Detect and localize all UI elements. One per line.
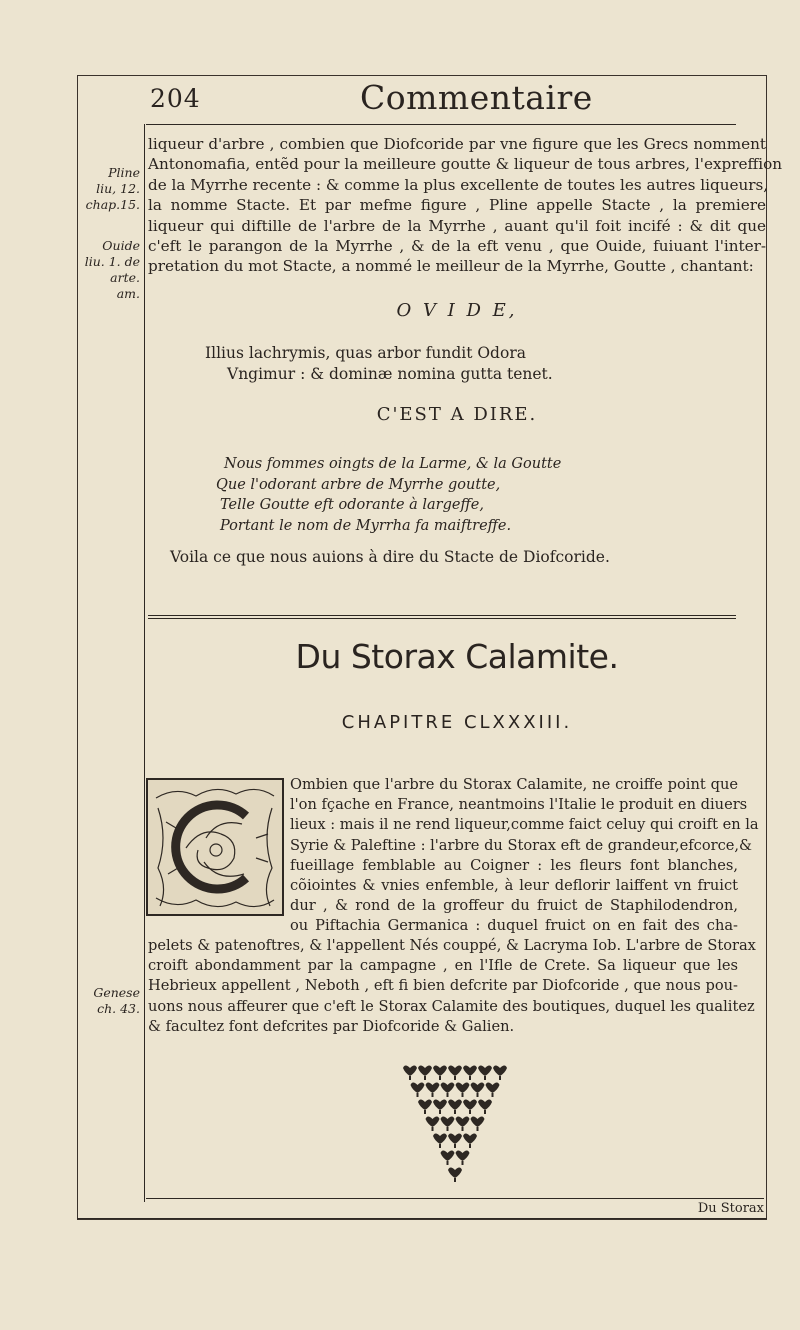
text-line: la nomme Stacte. Et par mefme figure , Pline appelle Stacte , la premiere <box>148 196 766 215</box>
text-line: de la Myrrhe recente : & comme la plus excellente de toutes les autres liqueurs, <box>148 175 769 194</box>
ornamental-initial-c-icon <box>146 778 284 916</box>
fleuron-mark <box>448 1168 462 1183</box>
fleuron-mark <box>411 1083 425 1098</box>
margin-line: Pline <box>108 165 140 180</box>
margin-line: am. <box>116 286 140 301</box>
fleuron-mark <box>441 1151 455 1166</box>
fleuron-mark <box>403 1066 417 1081</box>
fleuron-mark <box>456 1083 470 1098</box>
cest-a-dire-heading: C'EST A DIRE. <box>376 404 538 425</box>
latin-verse <box>205 343 553 385</box>
text-line: fueillage femblable au Coigner : les fleurs font blanches, <box>290 856 738 874</box>
margin-line: chap.15. <box>85 197 140 212</box>
section-title: Du Storax Calamite. <box>295 637 619 676</box>
margin-note-genese <box>80 985 140 1017</box>
text-line: lieux : mais il ne rend liqueur,comme faict celuy qui croift en la <box>290 816 759 834</box>
fleuron-mark <box>448 1100 462 1115</box>
fleuron-mark <box>471 1117 485 1132</box>
text-line: dur , & rond de la groffeur du fruict de Staphilodendron, <box>290 897 738 915</box>
closing-line: Voila ce que nous auions à dire du Stacte de Diofcoride. <box>170 548 610 566</box>
fleuron-mark <box>471 1083 485 1098</box>
text-line: pelets & patenoftres, & l'appellent Nés couppé, & Lacryma Iob. L'arbre de Storax <box>148 937 756 954</box>
fleuron-mark <box>433 1100 447 1115</box>
text-line: Antonomafia, entẽd pour la meilleure goutte & liqueur de tous arbres, l'expreffion <box>148 155 783 174</box>
paragraph-storax-bottom <box>148 936 756 1037</box>
french-verse <box>210 454 561 536</box>
text-line: liqueur d'arbre , combien que Diofcoride par vne figure que les Grecs nomment <box>148 135 766 153</box>
fleuron-mark <box>426 1117 440 1132</box>
paragraph-stacte <box>148 134 783 277</box>
fleuron-mark <box>418 1066 432 1081</box>
margin-line: liu, 12. <box>96 181 140 196</box>
fleuron-mark <box>433 1134 447 1149</box>
text-line: liqueur qui diftille de l'arbre de la Myrrhe , auant qu'il foit incifé : & dit que <box>148 216 766 235</box>
fleuron-mark <box>463 1100 477 1115</box>
margin-line: arte. <box>110 270 140 285</box>
fleuron-mark <box>456 1117 470 1132</box>
catchword: Du Storax <box>697 1201 764 1216</box>
text-line: cõiointes & vnies enfemble, à leur deflorir laiffent vn fruict <box>290 877 738 895</box>
running-title: Commentaire <box>360 78 593 117</box>
fleuron-mark <box>478 1066 492 1081</box>
fleuron-mark <box>478 1100 492 1115</box>
footer-rule <box>146 1198 764 1199</box>
fleuron-mark <box>418 1100 432 1115</box>
text-line: Ombien que l'arbre du Storax Calamite, ne croiffe point que <box>290 776 738 793</box>
fleuron-mark <box>463 1134 477 1149</box>
verse-line: Illius lachrymis, quas arbor fundit Odora <box>205 344 526 362</box>
chapter-title: CHAPITRE CLXXXIII. <box>341 712 573 733</box>
text-line: croift abondamment par la campagne , en l'Ifle de Crete. Sa liqueur que les <box>148 957 738 975</box>
margin-line: Genese <box>93 985 140 1000</box>
fleuron-mark <box>441 1117 455 1132</box>
fleuron-mark <box>426 1083 440 1098</box>
section-divider <box>148 615 736 620</box>
margin-rule <box>144 124 145 1202</box>
header-rule <box>146 124 736 125</box>
margin-note-pline <box>80 165 140 213</box>
margin-line: liu. 1. de <box>84 254 140 269</box>
verse-line: Portant le nom de Myrrha fa maiftreffe. <box>220 517 512 534</box>
fleuron-mark <box>456 1151 470 1166</box>
text-line: uons nous affeurer que c'eft le Storax Calamite des boutiques, duquel les qualitez <box>148 997 755 1015</box>
fleuron-tailpiece-icon <box>395 1060 515 1194</box>
fleuron-mark <box>448 1066 462 1081</box>
fleuron-mark <box>486 1083 500 1098</box>
fleuron-mark <box>448 1134 462 1149</box>
bottom-rule <box>77 1218 767 1219</box>
margin-note-ouide <box>80 238 140 302</box>
text-line: pretation du mot Stacte, a nommé le meilleur de la Myrrhe, Goutte , chantant: <box>148 257 754 276</box>
text-line: & facultez font defcrites par Diofcoride & Galien. <box>148 1017 515 1035</box>
text-line: c'eft le parangon de la Myrrhe , & de la eft venu , que Ouide, fuiuant l'inter- <box>148 237 766 256</box>
fleuron-mark <box>441 1083 455 1098</box>
page-number: 204 <box>150 84 201 113</box>
verse-line: Nous fommes oingts de la Larme, & la Goutte <box>224 456 562 472</box>
fleuron-mark <box>463 1066 477 1081</box>
text-line: ou Piftachia Germanica : duquel fruict on en fait des cha- <box>290 917 738 935</box>
verse-line: Telle Goutte eft odorante à largeffe, <box>220 497 484 513</box>
fleuron-mark <box>433 1066 447 1081</box>
ovide-heading: O V I D E, <box>396 300 518 321</box>
text-line: Syrie & Paleftine : l'arbre du Storax eft de grandeur,efcorce,& <box>290 836 753 854</box>
margin-line: Ouide <box>102 238 140 253</box>
verse-line: Vngimur : & dominæ nomina gutta tenet. <box>227 365 553 383</box>
paragraph-storax-top <box>290 775 759 937</box>
fleuron-mark <box>493 1066 507 1081</box>
text-line: l'on fçache en France, neantmoins l'Italie le produit en diuers <box>290 796 748 814</box>
text-line: Hebrieux appellent , Neboth , eft fi bien defcrite par Diofcoride , que nous pou- <box>148 977 738 995</box>
margin-line: ch. 43. <box>97 1001 140 1016</box>
verse-line: Que l'odorant arbre de Myrrhe goutte, <box>216 476 501 493</box>
